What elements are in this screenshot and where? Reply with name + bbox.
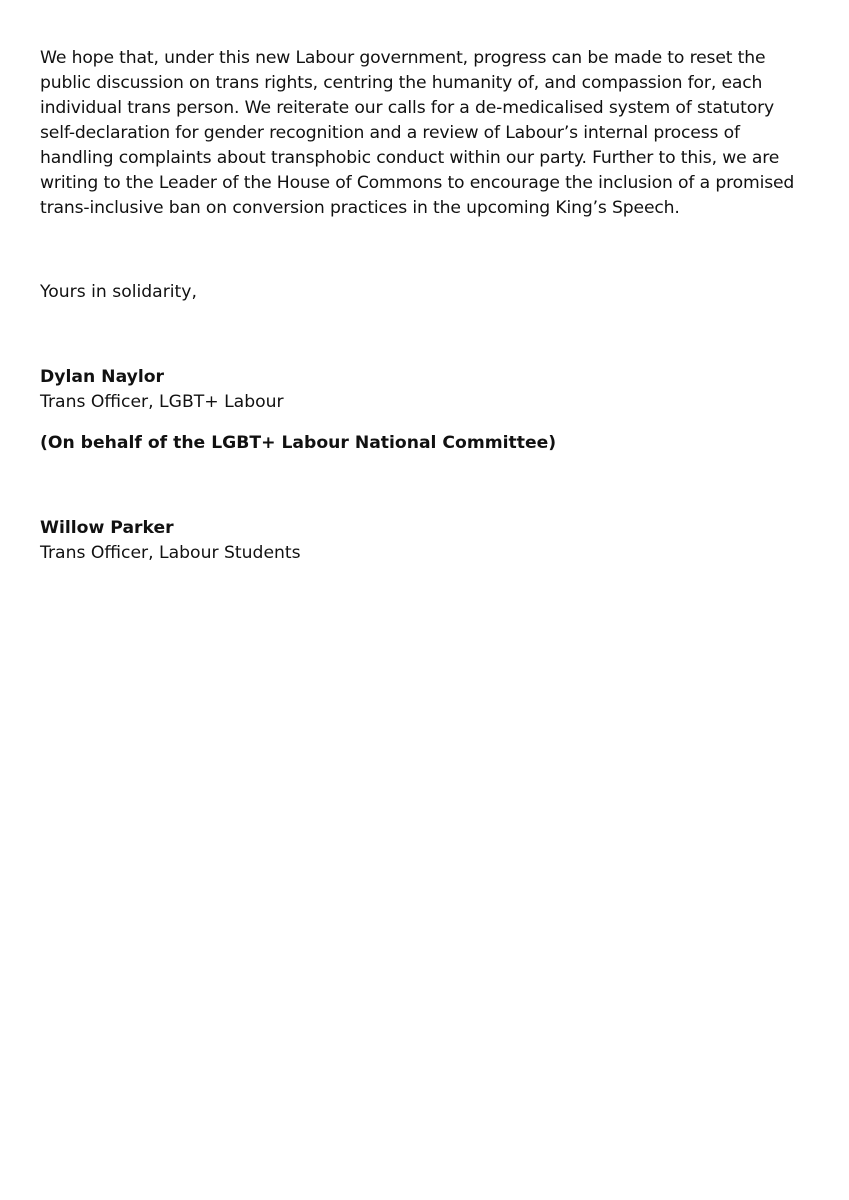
body-line: handling complaints about transphobic conduct within our party. Further to this, we are — [40, 148, 780, 168]
body-line: writing to the Leader of the House of Commons to encourage the inclusion of a promised — [40, 173, 795, 193]
body-line: trans-inclusive ban on conversion practices in the upcoming King’s Speech. — [40, 198, 680, 218]
closing-salutation: Yours in solidarity, — [40, 282, 197, 302]
signatory-role: Trans Officer, Labour Students — [40, 543, 301, 563]
body-line: self-declaration for gender recognition and a review of Labour’s internal process of — [40, 123, 740, 143]
signatory-name: Dylan Naylor — [40, 367, 165, 387]
letter-body-paragraph — [40, 46, 810, 221]
body-line: public discussion on trans rights, centring the humanity of, and compassion for, each — [40, 73, 763, 93]
on-behalf-note: (On behalf of the LGBT+ Labour National Committee) — [40, 433, 557, 453]
body-line: individual trans person. We reiterate our calls for a de-medicalised system of statutory — [40, 98, 775, 118]
signatory-name: Willow Parker — [40, 518, 174, 538]
body-line: We hope that, under this new Labour government, progress can be made to reset the — [40, 48, 766, 68]
signatory-role: Trans Officer, LGBT+ Labour — [40, 392, 284, 412]
